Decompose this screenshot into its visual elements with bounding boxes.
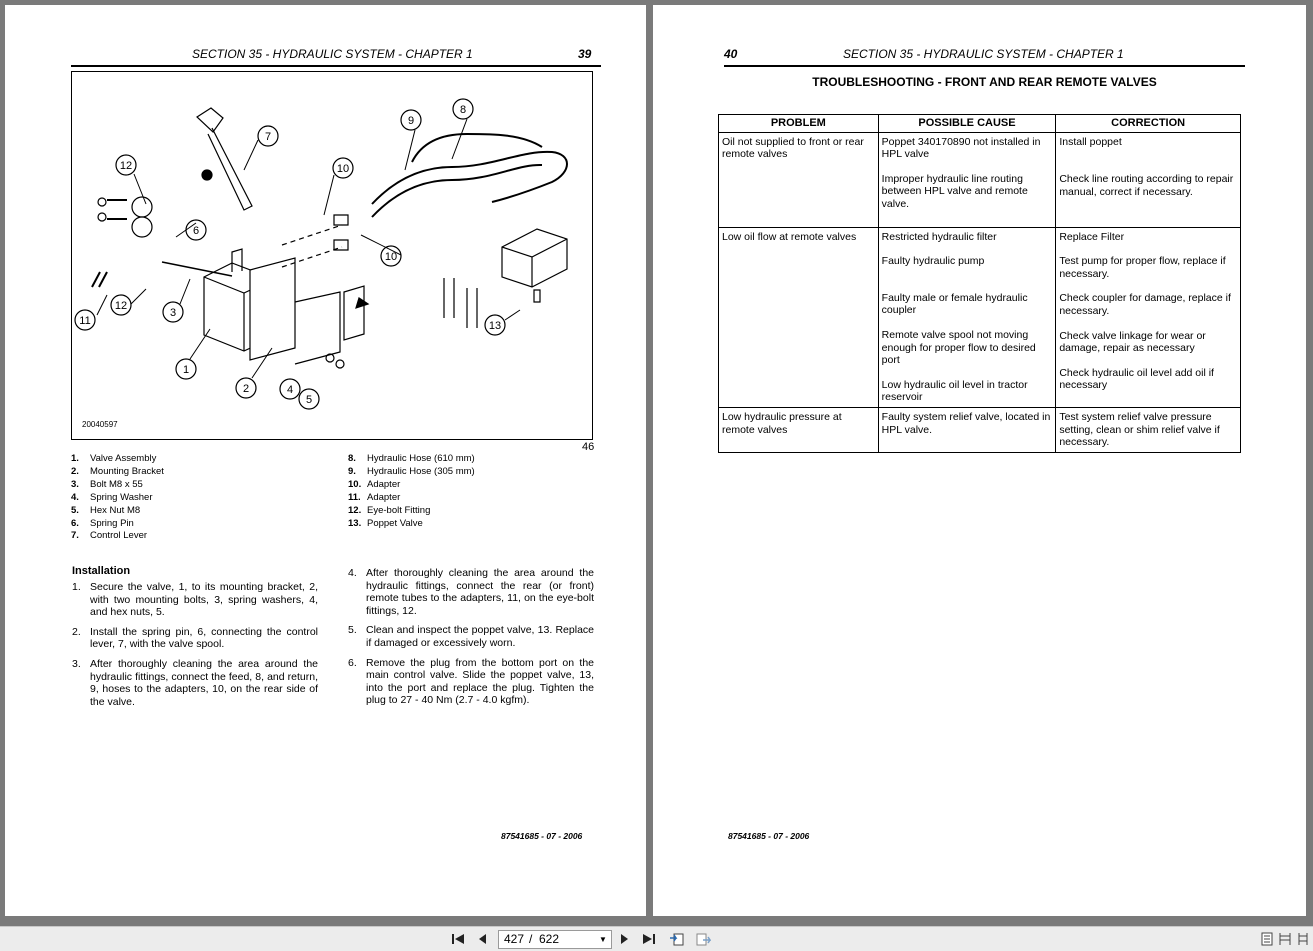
steps-col1 xyxy=(72,581,318,715)
callout-label: 12 xyxy=(114,300,128,312)
legend-item: 7. Control Lever xyxy=(71,530,148,542)
callout-label: 6 xyxy=(192,225,200,237)
callout-label: 3 xyxy=(169,307,177,319)
callout-label: 13 xyxy=(488,320,502,332)
callout-label: 9 xyxy=(407,115,415,127)
page-footer: 87541685 - 07 - 2006 xyxy=(501,831,583,841)
legend-item: 6. Spring Pin xyxy=(71,517,134,529)
header-rule xyxy=(724,65,1245,67)
problem-cell: Low hydraulic pressure at remote valves xyxy=(719,407,879,452)
header-rule xyxy=(71,65,601,67)
callout-label: 7 xyxy=(264,131,272,143)
total-pages: 622 xyxy=(539,932,560,946)
legend-item: 4. Spring Washer xyxy=(71,491,153,503)
callout-label: 8 xyxy=(459,104,467,116)
prev-page-icon[interactable] xyxy=(473,930,491,948)
figure-id: 20040597 xyxy=(82,420,118,429)
problem-cell: Low oil flow at remote valves xyxy=(719,227,879,407)
current-page: 427 xyxy=(504,932,525,946)
page-number: 39 xyxy=(578,47,592,61)
steps-col2 xyxy=(348,567,594,714)
step-item: 6. Remove the plug from the bottom port on the main control valve. Slide the poppet valve, 13, into the port and replace the plug. Tighten the plug to 27 - 40 Nm (2.7 - 4.0 kgfm). xyxy=(348,656,594,707)
legend-item: 8. Hydraulic Hose (610 mm) xyxy=(348,453,475,464)
next-page-icon[interactable] xyxy=(616,930,634,948)
step-item: 5. Clean and inspect the poppet valve, 13. Replace if damaged or excessively worn. xyxy=(348,624,594,649)
legend-item: 9. Hydraulic Hose (305 mm) xyxy=(348,465,475,477)
cause-cell: Faulty system relief valve, located in HPL valve. xyxy=(878,407,1056,452)
parts-legend-col2 xyxy=(348,453,475,530)
callout-label: 10 xyxy=(336,163,350,175)
correction-cell: Replace Filter Test pump for proper flow, replace if necessary. Check coupler for damage, replace if necessary. Check valve linkage for wear or damage, repair as necessary Check hydraulic oil level add oil if necessary xyxy=(1056,227,1241,407)
legend-item: 11. Adapter xyxy=(348,491,401,503)
problem-cell: Oil not supplied to front or rear remote valves xyxy=(719,132,879,227)
right-page xyxy=(653,5,1306,916)
callout-label: 10 xyxy=(384,251,398,263)
correction-cell: Test system relief valve pressure setting, clean or shim relief valve if necessary. xyxy=(1056,407,1241,452)
first-page-icon[interactable] xyxy=(449,930,467,948)
left-page xyxy=(5,5,646,916)
page-select-dropdown-icon[interactable]: ▼ xyxy=(599,935,607,944)
single-page-view-icon[interactable] xyxy=(1258,930,1276,948)
cause-cell: Poppet 340170890 not installed in HPL valve Improper hydraulic line routing between HPL valve and remote valve. xyxy=(878,132,1056,227)
step-item: 3. After thoroughly cleaning the area around the hydraulic fittings, connect the feed, 8, and return, 9, hoses to the adapters, 10, on the rear side of the valve. xyxy=(72,657,318,708)
legend-item: 1. Valve Assembly xyxy=(71,453,157,464)
page-header-title: SECTION 35 - HYDRAULIC SYSTEM - CHAPTER 1 xyxy=(843,47,1124,61)
facing-pages-view-icon[interactable] xyxy=(1276,930,1294,948)
figure-number: 46 xyxy=(582,441,595,453)
callout-label: 1 xyxy=(182,364,190,376)
step-item: 2. Install the spring pin, 6, connecting the control lever, 7, with the valve spool. xyxy=(72,625,318,651)
forward-view-icon[interactable] xyxy=(694,930,712,948)
legend-item: 5. Hex Nut M8 xyxy=(71,504,141,516)
page-number: 40 xyxy=(724,47,738,61)
column-header: POSSIBLE CAUSE xyxy=(878,115,1056,133)
back-view-icon[interactable] xyxy=(668,930,686,948)
last-page-icon[interactable] xyxy=(640,930,658,948)
column-header: PROBLEM xyxy=(719,115,879,133)
page-number-field[interactable] xyxy=(498,930,612,949)
legend-item: 10. Adapter xyxy=(348,478,401,490)
step-item: 1. Secure the valve, 1, to its mounting bracket, 2, with two mounting bolts, 3, spring washers, 4, and hex nuts, 5. xyxy=(72,581,318,619)
legend-item: 12. Eye-bolt Fitting xyxy=(348,504,431,516)
page-footer: 87541685 - 07 - 2006 xyxy=(728,831,810,841)
exploded-diagram-figure xyxy=(71,71,593,440)
legend-item: 2. Mounting Bracket xyxy=(71,465,164,477)
correction-cell: Install poppet Check line routing according to repair manual, correct if necessary. xyxy=(1056,132,1241,227)
callout-label: 4 xyxy=(286,384,294,396)
table-row xyxy=(719,407,1241,452)
callout-label: 12 xyxy=(119,160,133,172)
column-header: CORRECTION xyxy=(1056,115,1241,133)
troubleshooting-title: TROUBLESHOOTING - FRONT AND REAR REMOTE VALVES xyxy=(812,75,1157,89)
parts-legend-col1 xyxy=(71,453,164,543)
table-header-row xyxy=(719,115,1241,133)
callout-label: 5 xyxy=(305,394,313,406)
page-separator: / xyxy=(529,932,533,946)
continuous-view-icon[interactable] xyxy=(1294,930,1312,948)
step-item: 4. After thoroughly cleaning the area around the hydraulic fittings, connect the rear (or front) remote tubes to the adapters, 11, on the eye-bolt fittings, 12. xyxy=(348,567,594,617)
troubleshooting-table xyxy=(718,114,1241,453)
callout-label: 2 xyxy=(242,383,250,395)
section-title: Installation xyxy=(72,565,131,577)
cause-cell: Restricted hydraulic filter Faulty hydraulic pump Faulty male or female hydraulic coupler Remote valve spool not moving enough for proper flow to desired port Low hydraulic oil level in tractor reservoir xyxy=(878,227,1056,407)
legend-item: 13. Poppet Valve xyxy=(348,517,423,529)
table-row xyxy=(719,132,1241,227)
page-header-title: SECTION 35 - HYDRAULIC SYSTEM - CHAPTER 1 xyxy=(192,47,473,61)
legend-item: 3. Bolt M8 x 55 xyxy=(71,478,143,490)
viewer-toolbar xyxy=(0,926,1313,951)
exploded-diagram xyxy=(72,72,592,439)
callout-label: 11 xyxy=(79,315,91,327)
table-row xyxy=(719,227,1241,407)
